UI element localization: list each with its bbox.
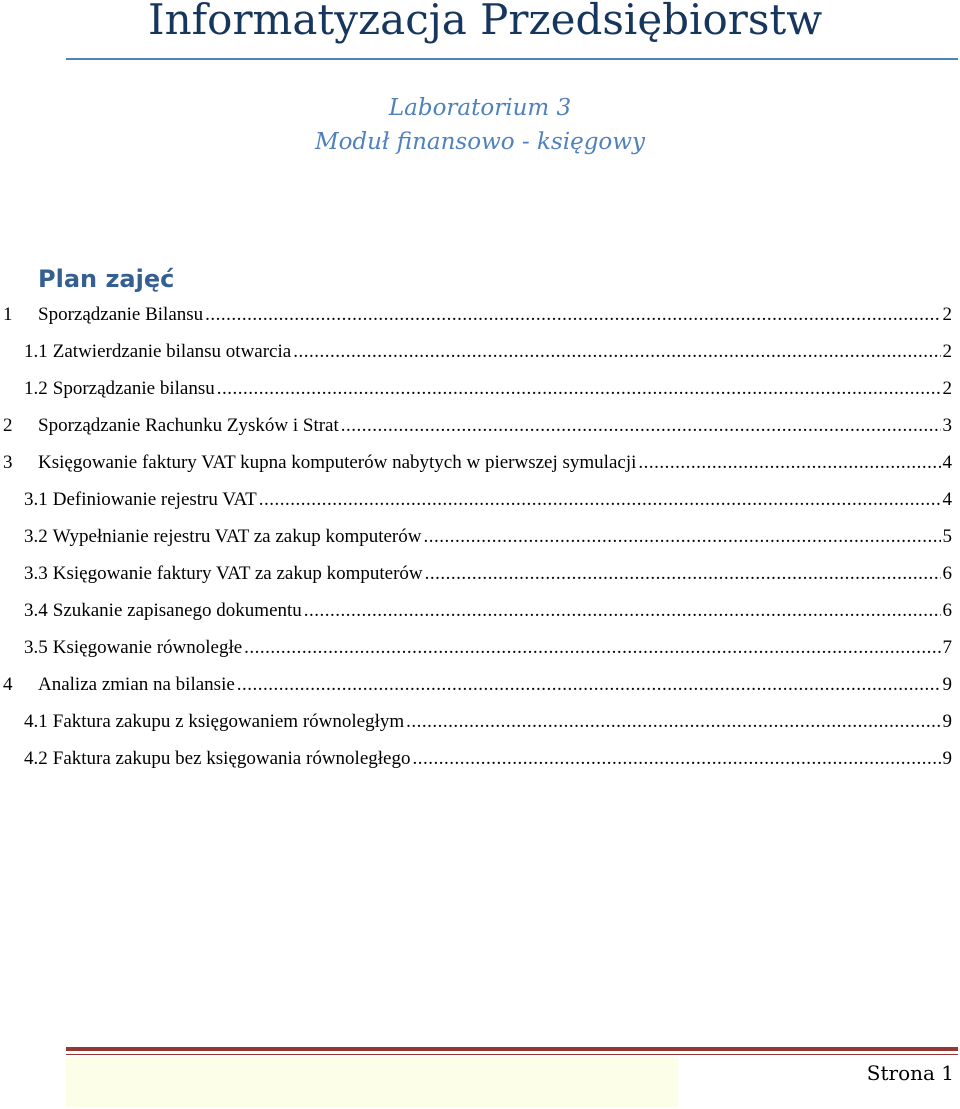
toc-entry-title: Zatwierdzanie bilansu otwarcia [52, 340, 292, 362]
toc-entry[interactable] [0, 444, 952, 481]
toc-heading: Plan zajęć [38, 265, 175, 293]
toc-entry-title: Wypełnianie rejestru VAT za zakup komputerów [52, 525, 422, 547]
toc-dot-leader [638, 452, 940, 474]
toc-entry[interactable] [0, 740, 952, 777]
toc-entry-title: Księgowanie faktury VAT za zakup komputerów [52, 562, 423, 584]
toc-entry-page: 7 [942, 636, 952, 658]
toc-entry-title: Księgowanie faktury VAT kupna komputerów nabytych w pierwszej symulacji [38, 451, 637, 473]
toc-entry-page: 9 [942, 710, 952, 732]
toc-entry-title: Faktura zakupu bez księgowania równoległego [52, 747, 411, 769]
toc-dot-leader [293, 341, 940, 363]
toc-dot-leader [304, 600, 941, 622]
toc-entry-title: Definiowanie rejestru VAT [52, 488, 257, 510]
toc-entry-page: 5 [942, 525, 952, 547]
toc-entry[interactable] [0, 481, 952, 518]
toc-entry[interactable] [0, 370, 952, 407]
footer-rule [66, 1047, 958, 1051]
toc-entry-page: 9 [942, 747, 952, 769]
toc-entry-number: 4.1 [24, 710, 48, 732]
toc-entry-page: 9 [942, 673, 952, 695]
toc-entry-title: Sporządzanie Bilansu [38, 303, 204, 325]
toc-entry-title: Sporządzanie bilansu [52, 377, 215, 399]
toc-entry[interactable] [0, 629, 952, 666]
toc-entry[interactable] [0, 666, 952, 703]
toc-entry-number: 1.1 [24, 340, 48, 362]
toc-entry[interactable] [0, 555, 952, 592]
toc-entry-number: 4 [3, 673, 13, 695]
toc-entry-page: 6 [942, 599, 952, 621]
toc-entry[interactable] [0, 518, 952, 555]
toc-entry-page: 4 [942, 451, 952, 473]
title-underline [66, 58, 958, 60]
toc-entry-page: 6 [942, 562, 952, 584]
toc-entry-number: 2 [3, 414, 13, 436]
toc-dot-leader [217, 378, 941, 400]
toc-entry-number: 1.2 [24, 377, 48, 399]
toc-entry[interactable] [0, 296, 952, 333]
toc-entry-number: 3.1 [24, 488, 48, 510]
toc-dot-leader [412, 748, 940, 770]
footer-band [66, 1057, 678, 1107]
table-of-contents [0, 296, 952, 777]
toc-dot-leader [341, 415, 941, 437]
toc-entry-page: 2 [942, 377, 952, 399]
page-number: Strona 1 [866, 1061, 954, 1085]
toc-entry-title: Sporządzanie Rachunku Zysków i Strat [38, 414, 339, 436]
toc-entry-title: Faktura zakupu z księgowaniem równoległym [52, 710, 405, 732]
toc-dot-leader [244, 637, 940, 659]
toc-entry-number: 3.4 [24, 599, 48, 621]
toc-dot-leader [425, 563, 941, 585]
toc-dot-leader [259, 489, 941, 511]
toc-entry[interactable] [0, 592, 952, 629]
toc-entry-number: 3.3 [24, 562, 48, 584]
toc-entry-number: 3.2 [24, 525, 48, 547]
toc-entry-number: 4.2 [24, 747, 48, 769]
toc-entry[interactable] [0, 407, 952, 444]
toc-dot-leader [205, 304, 940, 326]
toc-entry-title: Księgowanie równoległe [52, 636, 243, 658]
toc-entry-page: 4 [942, 488, 952, 510]
toc-entry-title: Analiza zmian na bilansie [38, 673, 235, 695]
toc-dot-leader [237, 674, 941, 696]
toc-entry-number: 3.5 [24, 636, 48, 658]
subtitle-module-name: Moduł finansowo - księgowy [315, 129, 645, 155]
subtitle-lab-number: Laboratorium 3 [388, 95, 572, 121]
toc-entry-number: 1 [3, 303, 13, 325]
toc-entry-number: 3 [3, 451, 13, 473]
toc-entry-title: Szukanie zapisanego dokumentu [52, 599, 302, 621]
toc-entry-page: 2 [942, 303, 952, 325]
toc-entry-page: 2 [942, 340, 952, 362]
toc-entry[interactable] [0, 333, 952, 370]
toc-dot-leader [406, 711, 940, 733]
toc-dot-leader [423, 526, 940, 548]
toc-entry[interactable] [0, 703, 952, 740]
footer-rule-thin [66, 1054, 958, 1055]
document-title: Informatyzacja Przedsiębiorstw [148, 0, 823, 44]
toc-entry-page: 3 [942, 414, 952, 436]
